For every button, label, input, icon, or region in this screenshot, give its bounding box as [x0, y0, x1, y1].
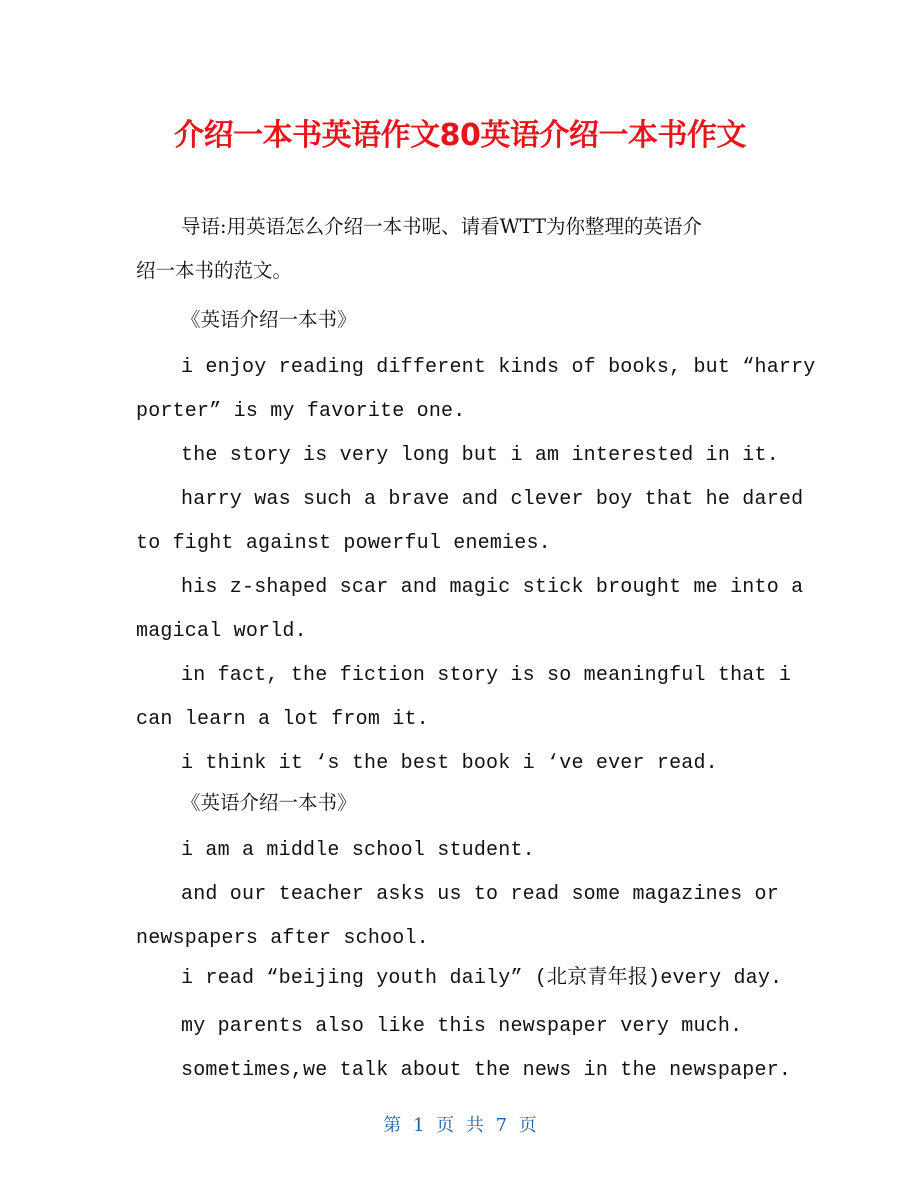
paragraph-line: and our teacher asks us to read some magazines or [181, 883, 779, 906]
paragraph-line: his z-shaped scar and magic stick brought me into a [181, 576, 804, 599]
document-title: 介绍一本书英语作文80英语介绍一本书作文 [174, 118, 746, 153]
paragraph-line: 导语:用英语怎么介绍一本书呢、请看WTT为你整理的英语介 [181, 215, 702, 238]
paragraph-line: i enjoy reading different kinds of books, but “harry [181, 356, 816, 379]
paragraph-line: i think it ‘s the best book i ‘ve ever read. [181, 752, 718, 775]
page-number-footer: 第 1 页 共 7 页 [383, 1115, 537, 1136]
paragraph-line: newspapers after school. [136, 927, 429, 950]
paragraph-line: to fight against powerful enemies. [136, 532, 551, 555]
paragraph-line: i am a middle school student. [181, 839, 535, 862]
paragraph-line: porter” is my favorite one. [136, 400, 466, 423]
paragraph-line: the story is very long but i am interested in it. [181, 444, 779, 467]
paragraph-line: can learn a lot from it. [136, 708, 429, 731]
paragraph-line: harry was such a brave and clever boy that he dared [181, 488, 804, 511]
paragraph-line: 《英语介绍一本书》 [181, 791, 357, 814]
paragraph-line: my parents also like this newspaper very much. [181, 1015, 743, 1038]
paragraph-line: magical world. [136, 620, 307, 643]
paragraph-line: i read “beijing youth daily” (北京青年报)every day. [181, 967, 783, 990]
paragraph-line: 《英语介绍一本书》 [181, 308, 357, 331]
paragraph-line: sometimes,we talk about the news in the newspaper. [181, 1059, 792, 1082]
paragraph-line: 绍一本书的范文。 [136, 259, 293, 282]
paragraph-line: in fact, the fiction story is so meaningful that i [181, 664, 792, 687]
